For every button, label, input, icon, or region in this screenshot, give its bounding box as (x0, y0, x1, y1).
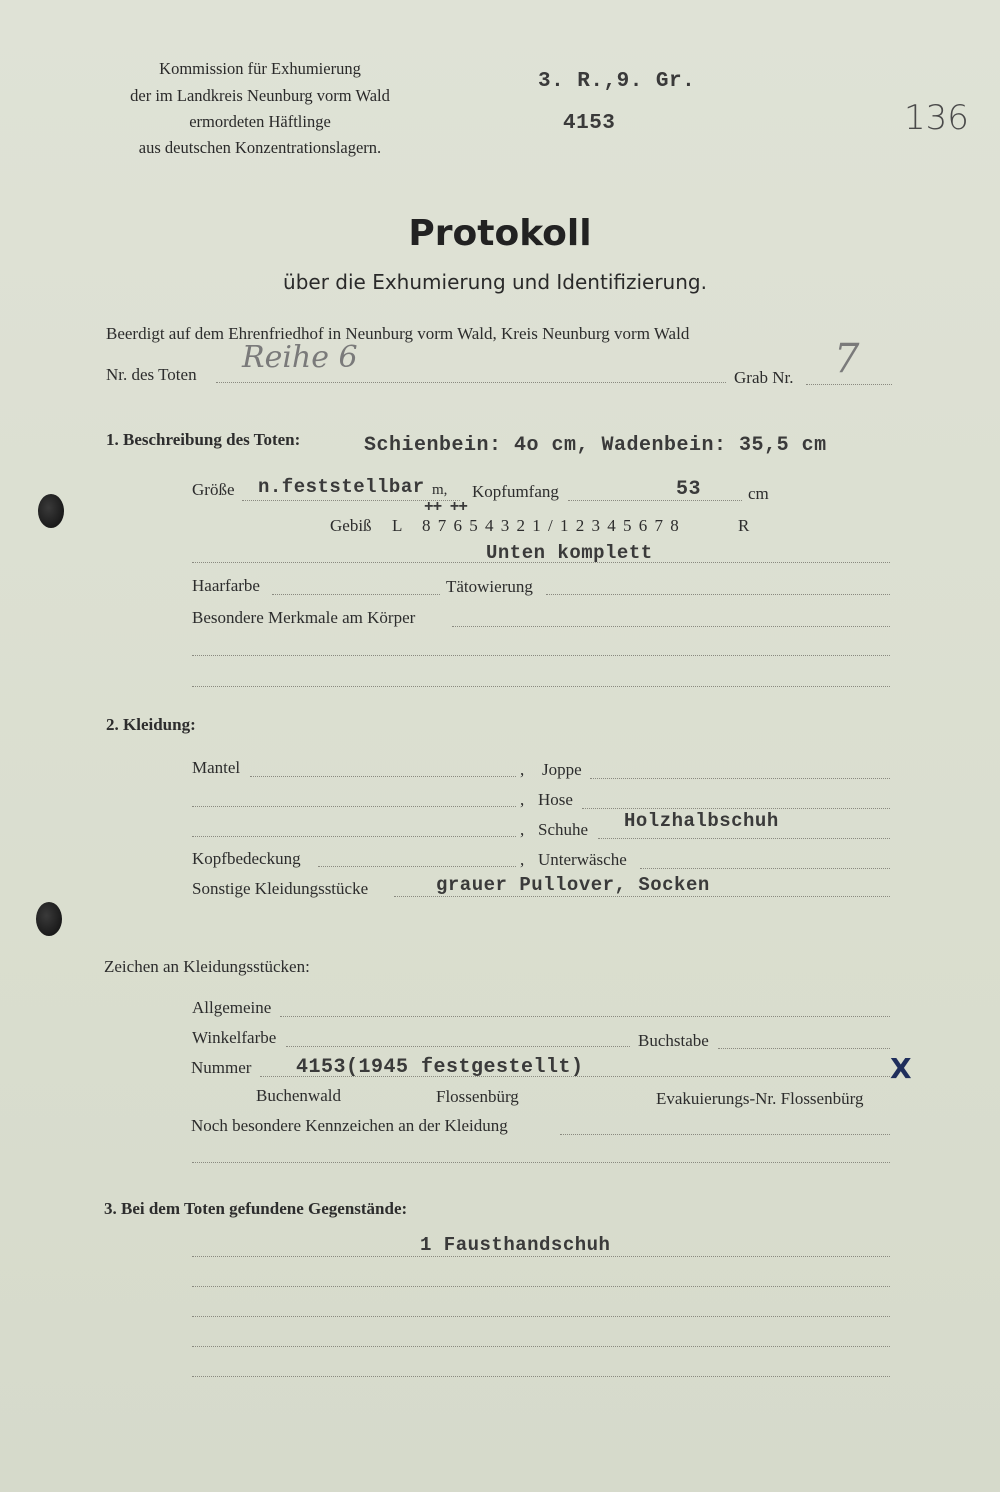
general-label: Allgemeine (192, 998, 272, 1017)
jacket-label: Joppe (542, 760, 582, 779)
teeth-label: Gebiß (330, 516, 372, 535)
items-line-5 (192, 1376, 890, 1377)
height-unit: m, (432, 482, 448, 498)
items-line-4 (192, 1346, 890, 1347)
head-circumference-value: 53 (676, 478, 702, 501)
general-line (280, 1016, 890, 1017)
stamp-number: 4153 (563, 112, 616, 135)
head-circumference-label: Kopfumfang (472, 482, 559, 501)
stamp-row-group: 3. R.,9. Gr. (538, 70, 696, 93)
commission-line-3: ermordeten Häftlinge (189, 112, 331, 131)
head-circumference-line (568, 500, 742, 501)
page-number: 136 (904, 98, 969, 138)
trousers-line (582, 808, 890, 809)
section3-heading: 3. Bei dem Toten gefundene Gegenstände: (104, 1199, 408, 1218)
grave-number-line (806, 384, 892, 385)
body-marks-line-2 (192, 655, 890, 656)
tattoo-label: Tätowierung (446, 577, 533, 596)
grave-number-value: 7 (834, 336, 860, 382)
extra-markings-label: Noch besondere Kennzeichen an der Kleidung (191, 1116, 508, 1135)
commission-line-4: aus deutschen Konzentrationslagern. (138, 138, 382, 157)
teeth-right-marker: R (738, 516, 750, 535)
angle-color-line (286, 1046, 630, 1047)
dead-number-label: Nr. des Toten (106, 365, 197, 384)
underwear-label: Unterwäsche (538, 850, 627, 869)
hair-color-label: Haarfarbe (192, 576, 260, 595)
body-marks-line (452, 626, 890, 627)
letter-label: Buchstabe (638, 1031, 709, 1050)
evacuation-number-label: Evakuierungs-Nr. Flossenbürg (656, 1089, 864, 1108)
height-value: n.feststellbar (258, 476, 425, 498)
shoes-line (598, 838, 890, 839)
teeth-note: Unten komplett (486, 542, 653, 564)
page-subtitle: über die Exhumierung und Identifizierung. (283, 270, 707, 294)
angle-color-label: Winkelfarbe (192, 1028, 277, 1047)
bone-description: Schienbein: 4o cm, Wadenbein: 35,5 cm (364, 434, 827, 457)
section2-heading: 2. Kleidung: (106, 715, 196, 734)
teeth-marks: ++ ++ (424, 498, 468, 516)
number-value: 4153(1945 festgestellt) (296, 1056, 584, 1079)
teeth-left-marker: L (392, 516, 403, 535)
coat-line (250, 776, 516, 777)
items-line-2 (192, 1286, 890, 1287)
dead-number-line (216, 382, 726, 383)
grave-number-label: Grab Nr. (734, 368, 794, 387)
found-item: 1 Fausthandschuh (420, 1234, 611, 1256)
other-clothing-line (394, 896, 890, 897)
buchenwald-label: Buchenwald (256, 1086, 341, 1105)
extra-markings-line-2 (192, 1162, 890, 1163)
dead-number-value: Reihe 6 (242, 340, 358, 375)
punch-hole-top (38, 494, 64, 528)
coat-label: Mantel (192, 758, 241, 777)
other-clothing-value: grauer Pullover, Socken (436, 874, 710, 896)
coat-line-2 (192, 806, 516, 807)
height-label: Größe (192, 480, 235, 499)
page-title: Protokoll (408, 213, 592, 254)
underwear-line (640, 868, 890, 869)
number-label: Nummer (191, 1058, 252, 1077)
head-circumference-unit: cm (748, 484, 769, 503)
extra-markings-line (560, 1134, 890, 1135)
headwear-label: Kopfbedeckung (192, 849, 301, 868)
items-line-1 (192, 1256, 890, 1257)
headwear-line (318, 866, 516, 867)
flossenbuerg-label: Flossenbürg (436, 1087, 519, 1106)
letter-line (718, 1048, 890, 1049)
comma-4: , (520, 850, 525, 869)
cross-mark: X (890, 1052, 912, 1085)
burial-text: Beerdigt auf dem Ehrenfriedhof in Neunburg vorm Wald, Kreis Neunburg vorm Wald (106, 324, 690, 343)
section1-heading: 1. Beschreibung des Toten: (106, 430, 301, 449)
hair-color-line (272, 594, 440, 595)
comma-1: , (520, 760, 525, 779)
comma-2: , (520, 790, 525, 809)
body-marks-line-3 (192, 686, 890, 687)
punch-hole-bottom (36, 902, 62, 936)
tattoo-line (546, 594, 890, 595)
shoes-value: Holzhalbschuh (624, 810, 779, 832)
comma-3: , (520, 820, 525, 839)
markings-heading: Zeichen an Kleidungsstücken: (104, 957, 310, 976)
other-clothing-label: Sonstige Kleidungsstücke (192, 879, 369, 898)
commission-line-2: der im Landkreis Neunburg vorm Wald (130, 86, 390, 105)
jacket-line (590, 778, 890, 779)
coat-line-3 (192, 836, 516, 837)
body-marks-label: Besondere Merkmale am Körper (192, 608, 416, 627)
items-line-3 (192, 1316, 890, 1317)
trousers-label: Hose (538, 790, 573, 809)
teeth-numbers: 8 7 6 5 4 3 2 1 / 1 2 3 4 5 6 7 8 (422, 516, 681, 535)
commission-line-1: Kommission für Exhumierung (159, 59, 361, 78)
shoes-label: Schuhe (538, 820, 589, 839)
